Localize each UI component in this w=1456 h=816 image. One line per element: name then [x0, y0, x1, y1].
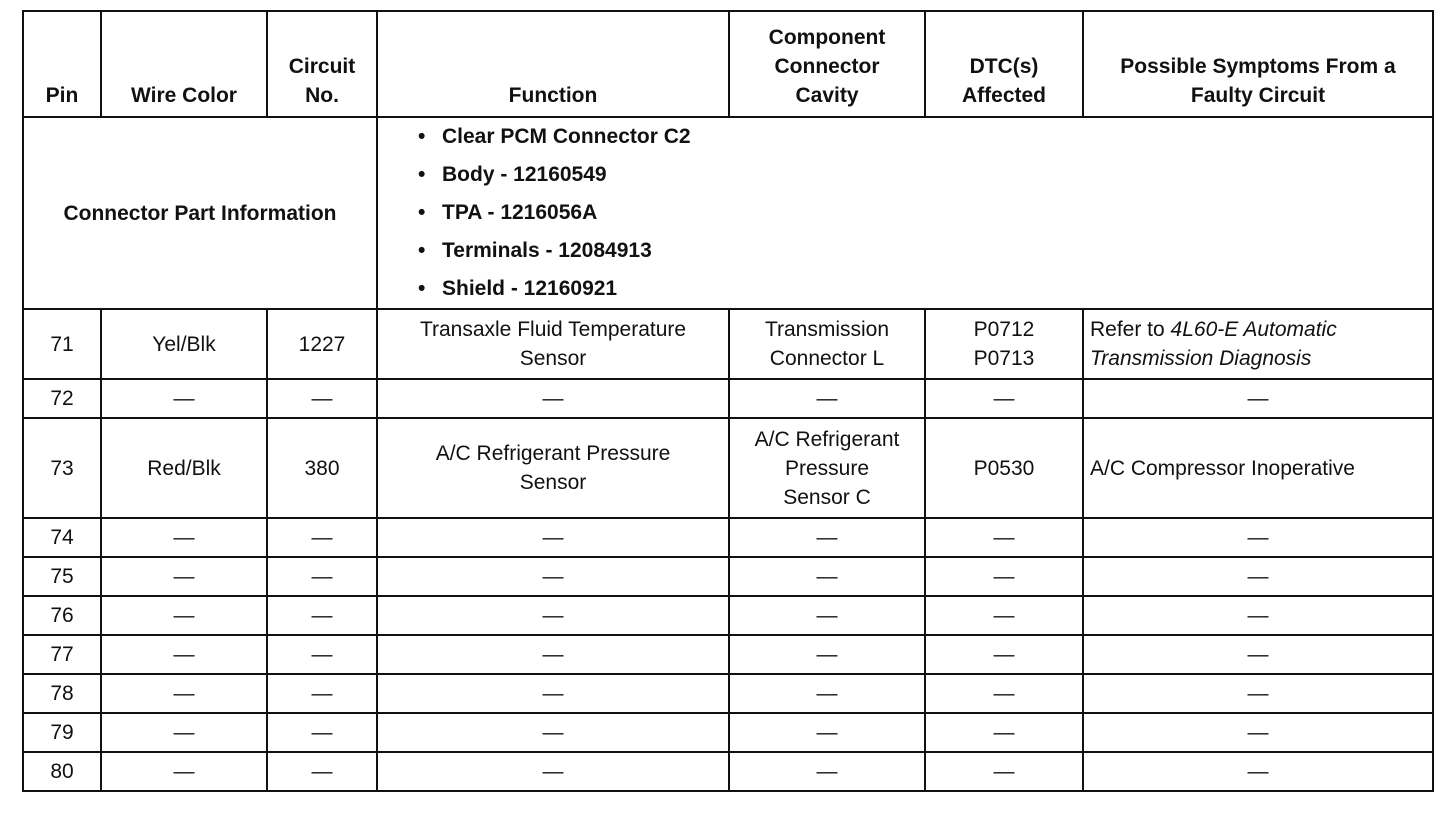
circuit-cell: — [267, 557, 377, 596]
col-dtc: DTC(s) Affected [925, 11, 1083, 117]
table-row [23, 713, 1433, 752]
table-row [23, 557, 1433, 596]
connector-info-items [377, 117, 1433, 309]
function-cell: — [377, 635, 729, 674]
table-row [23, 596, 1433, 635]
circuit-cell: — [267, 596, 377, 635]
circuit-cell: 1227 [267, 309, 377, 379]
table-row [23, 635, 1433, 674]
connector-info-item: • Body - 12160549 [418, 163, 607, 186]
function-cell: — [377, 596, 729, 635]
function-cell: A/C Refrigerant Pressure Sensor [377, 418, 729, 518]
cavity-cell: — [729, 752, 925, 791]
cavity-cell: A/C Refrigerant Pressure Sensor C [729, 418, 925, 518]
dtc-cell: — [925, 557, 1083, 596]
pin-cell: 79 [23, 713, 101, 752]
dtc-cell: P0530 [925, 418, 1083, 518]
circuit-cell: — [267, 713, 377, 752]
connector-info-item: • Terminals - 12084913 [418, 239, 652, 262]
circuit-cell: — [267, 635, 377, 674]
circuit-cell: — [267, 674, 377, 713]
col-function: Function [377, 11, 729, 117]
cavity-cell: Transmission Connector L [729, 309, 925, 379]
cavity-cell: — [729, 379, 925, 418]
connector-info-item: • Clear PCM Connector C2 [418, 125, 691, 148]
wire-color-cell: — [101, 518, 267, 557]
col-symptoms: Possible Symptoms From a Faulty Circuit [1083, 11, 1433, 117]
col-component-cavity: Component Connector Cavity [729, 11, 925, 117]
pin-rows [23, 309, 1433, 791]
cavity-cell: — [729, 713, 925, 752]
function-cell: — [377, 379, 729, 418]
circuit-cell: — [267, 752, 377, 791]
cavity-cell: — [729, 674, 925, 713]
symptom-cell: — [1083, 713, 1433, 752]
function-cell: Transaxle Fluid Temperature Sensor [377, 309, 729, 379]
function-cell: — [377, 713, 729, 752]
function-cell: — [377, 674, 729, 713]
symptom-cell: — [1083, 674, 1433, 713]
pin-cell: 78 [23, 674, 101, 713]
pin-cell: 72 [23, 379, 101, 418]
dtc-cell: — [925, 518, 1083, 557]
dtc-cell: P0712 P0713 [925, 309, 1083, 379]
symptom-cell: A/C Compressor Inoperative [1083, 418, 1433, 518]
wire-color-cell: — [101, 557, 267, 596]
table-row [23, 379, 1433, 418]
dtc-cell: — [925, 674, 1083, 713]
function-cell: — [377, 557, 729, 596]
circuit-cell: 380 [267, 418, 377, 518]
cavity-cell: — [729, 596, 925, 635]
pin-cell: 76 [23, 596, 101, 635]
pin-cell: 75 [23, 557, 101, 596]
connector-info-item: • Shield - 12160921 [418, 277, 618, 300]
dtc-cell: — [925, 596, 1083, 635]
table-row [23, 674, 1433, 713]
wire-color-cell: — [101, 713, 267, 752]
wire-color-cell: Yel/Blk [101, 309, 267, 379]
function-cell: — [377, 752, 729, 791]
wire-color-cell: — [101, 596, 267, 635]
pinout-sheet [22, 10, 1432, 792]
col-pin: Pin [23, 11, 101, 117]
pin-cell: 77 [23, 635, 101, 674]
symptom-cell: — [1083, 379, 1433, 418]
dtc-cell: — [925, 752, 1083, 791]
connector-info-label: Connector Part Information [23, 117, 377, 309]
pin-cell: 74 [23, 518, 101, 557]
symptom-cell: — [1083, 635, 1433, 674]
symptom-cell: — [1083, 557, 1433, 596]
table-row [23, 752, 1433, 791]
wire-color-cell: — [101, 379, 267, 418]
dtc-cell: — [925, 379, 1083, 418]
dtc-cell: — [925, 635, 1083, 674]
col-wire-color: Wire Color [101, 11, 267, 117]
function-cell: — [377, 518, 729, 557]
column-headers [23, 11, 1433, 117]
table-row [23, 418, 1433, 518]
connector-info-item: • TPA - 1216056A [418, 201, 598, 224]
symptom-cell: Refer to 4L60-E Automatic Transmission Diagnosis [1083, 309, 1433, 379]
cavity-cell: — [729, 557, 925, 596]
cavity-cell: — [729, 635, 925, 674]
wire-color-cell: — [101, 752, 267, 791]
cavity-cell: — [729, 518, 925, 557]
pin-cell: 73 [23, 418, 101, 518]
symptom-cell: — [1083, 518, 1433, 557]
dtc-cell: — [925, 713, 1083, 752]
symptom-cell: — [1083, 596, 1433, 635]
circuit-cell: — [267, 379, 377, 418]
wire-color-cell: Red/Blk [101, 418, 267, 518]
connector-info-section [23, 117, 1433, 309]
table-row [23, 518, 1433, 557]
pin-cell: 71 [23, 309, 101, 379]
symptom-cell: — [1083, 752, 1433, 791]
pin-cell: 80 [23, 752, 101, 791]
wire-color-cell: — [101, 635, 267, 674]
wire-color-cell: — [101, 674, 267, 713]
connector-pinout-table [22, 10, 1434, 792]
circuit-cell: — [267, 518, 377, 557]
table-row [23, 309, 1433, 379]
col-circuit-no: Circuit No. [267, 11, 377, 117]
